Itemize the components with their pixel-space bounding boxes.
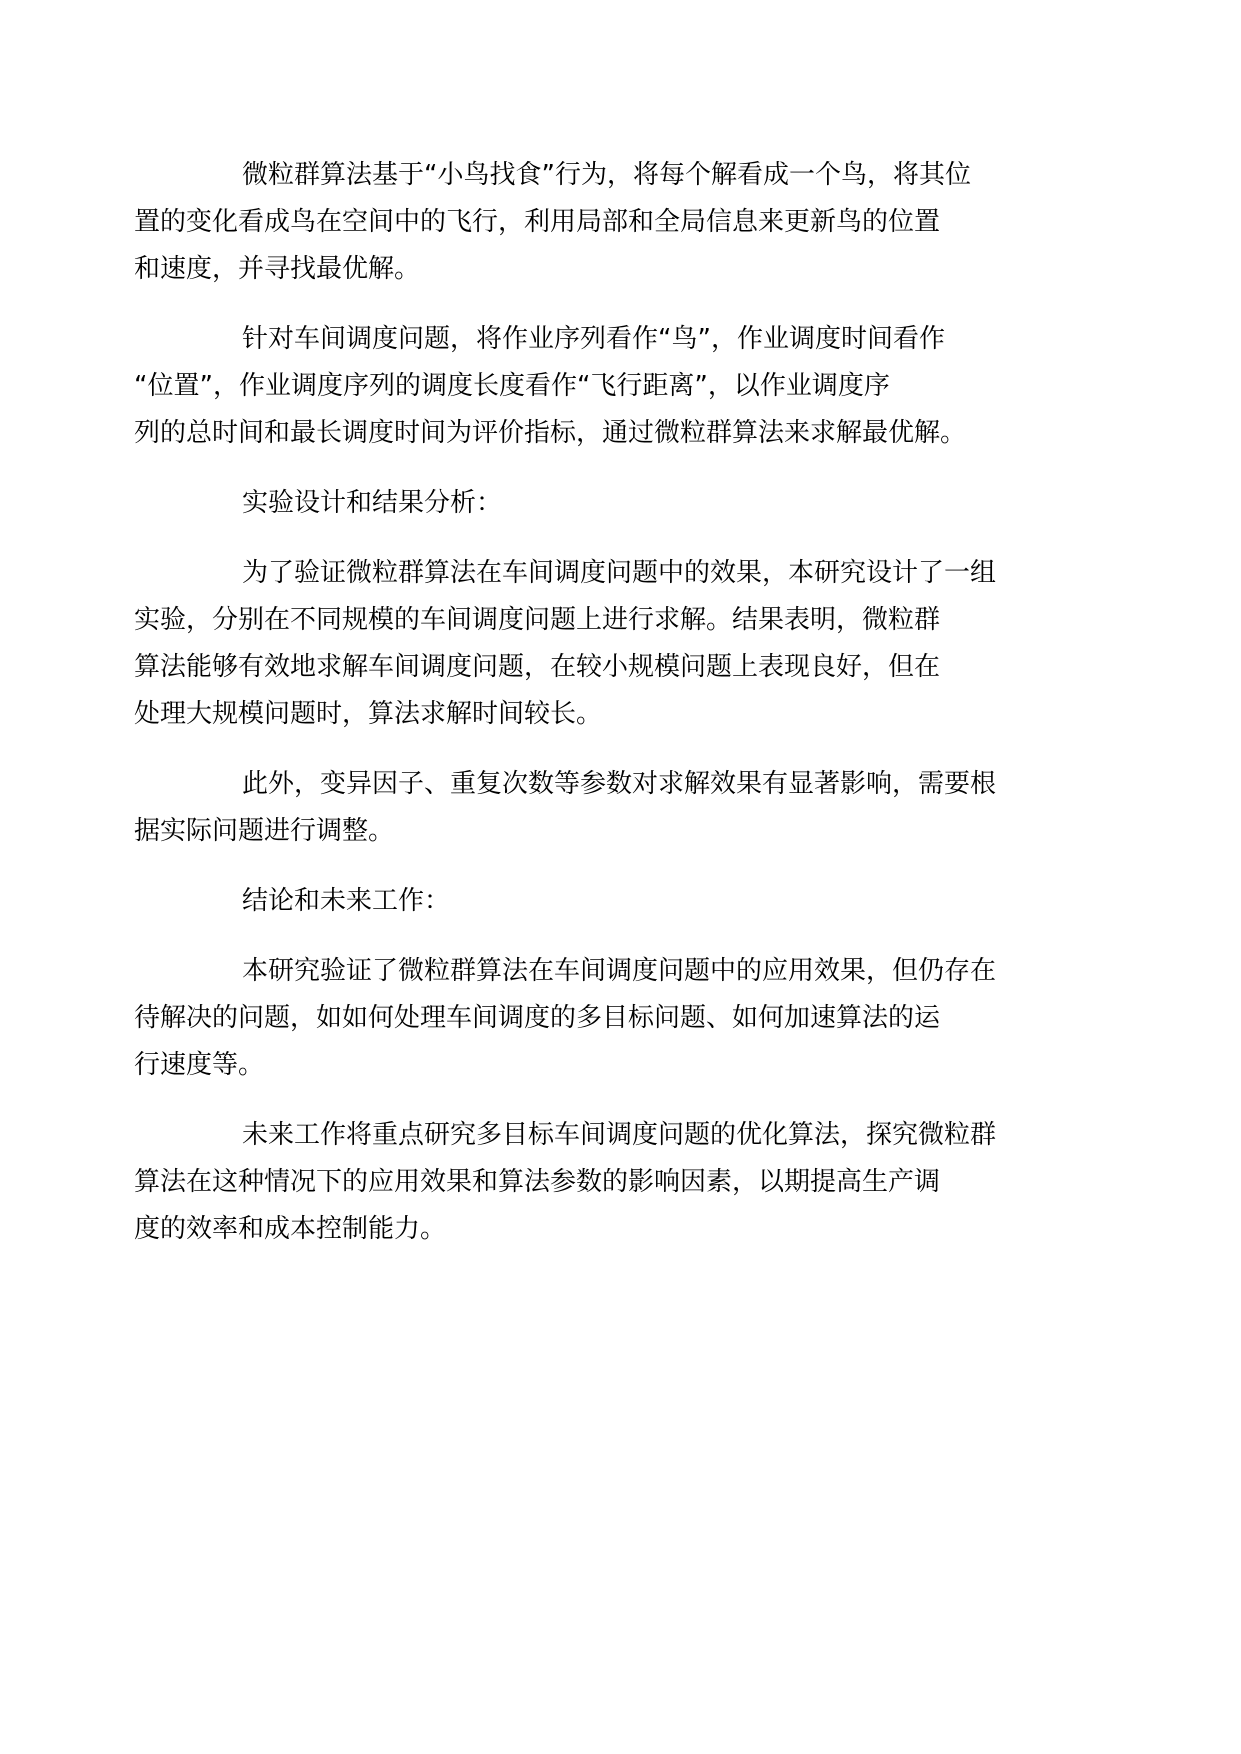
paragraph-line: 此外，变异因子、重复次数等参数对求解效果有显著影响，需要根 [242,769,997,799]
section-heading-experiment [188,480,1040,527]
paragraph-line: 算法在这种情况下的应用效果和算法参数的影响因素，以期提高生产调 [134,1167,941,1197]
paragraph-line: 处理大规模问题时，算法求解时间较长。 [134,699,603,729]
section-heading-conclusion [188,878,1040,925]
paragraph-line: 实验，分别在不同规模的车间调度问题上进行求解。结果表明，微粒群 [134,605,941,635]
paragraph-line: 列的总时间和最长调度时间为评价指标，通过微粒群算法来求解最优解。 [134,418,967,448]
paragraph-line: 针对车间调度问题，将作业序列看作“鸟”，作业调度时间看作 [242,324,945,354]
document-body [134,152,1040,1276]
heading-text: 实验设计和结果分析： [242,488,503,518]
paragraph-line: 本研究验证了微粒群算法在车间调度问题中的应用效果，但仍存在 [242,956,997,986]
paragraph-future-work [134,1112,1040,1253]
paragraph-experiment-results [134,550,1040,738]
paragraph-line: 未来工作将重点研究多目标车间调度问题的优化算法，探究微粒群 [242,1120,997,1150]
paragraph-line: “位置”，作业调度序列的调度长度看作“飞行距离”，以作业调度序 [134,371,890,401]
paragraph-parameter-effects [134,761,1040,855]
paragraph-pso-principle [134,152,1040,293]
paragraph-line: 和速度，并寻找最优解。 [134,254,421,284]
paragraph-line: 微粒群算法基于“小鸟找食”行为，将每个解看成一个鸟，将其位 [242,160,971,190]
paragraph-line: 为了验证微粒群算法在车间调度问题中的效果，本研究设计了一组 [242,558,997,588]
paragraph-line: 度的效率和成本控制能力。 [134,1214,447,1244]
heading-text: 结论和未来工作： [242,886,451,916]
paragraph-line: 行速度等。 [134,1050,265,1080]
paragraph-conclusion [134,948,1040,1089]
paragraph-line: 置的变化看成鸟在空间中的飞行，利用局部和全局信息来更新鸟的位置 [134,207,941,237]
paragraph-line: 待解决的问题，如如何处理车间调度的多目标问题、如何加速算法的运 [134,1003,941,1033]
paragraph-shop-scheduling-mapping [134,316,1040,457]
paragraph-line: 算法能够有效地求解车间调度问题，在较小规模问题上表现良好，但在 [134,652,941,682]
paragraph-line: 据实际问题进行调整。 [134,816,395,846]
